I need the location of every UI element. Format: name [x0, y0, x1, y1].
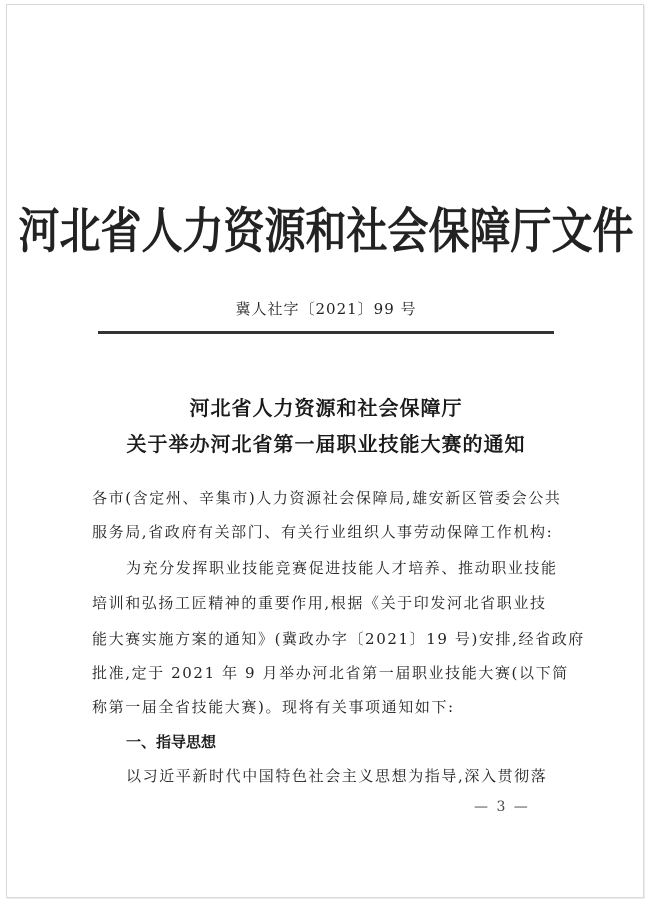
addressee-line1: 各市(含定州、辛集市)人力资源社会保障局,雄安新区管委会公共 — [92, 489, 562, 507]
notice-title-line2: 关于举办河北省第一届职业技能大赛的通知 — [126, 432, 526, 456]
page-number: — 3 — — [474, 799, 530, 815]
notice-title-line1: 河北省人力资源和社会保障厅 — [189, 396, 463, 420]
addressee-line2: 服务局,省政府有关部门、有关行业组织人事劳动保障工作机构: — [92, 523, 554, 541]
paragraph1-line5: 称第一届全省技能大赛)。现将有关事项通知如下: — [92, 698, 455, 716]
document-number: 冀人社字〔2021〕99 号 — [235, 300, 417, 318]
section1-line1: 以习近平新时代中国特色社会主义思想为指导,深入贯彻落 — [126, 767, 548, 785]
paragraph1-line3: 能大赛实施方案的通知》(冀政办字〔2021〕19 号)安排,经省政府 — [92, 630, 585, 648]
paragraph1-line2: 培训和弘扬工匠精神的重要作用,根据《关于印发河北省职业技 — [92, 594, 547, 612]
paragraph1-line1: 为充分发挥职业技能竞赛促进技能人才培养、推动职业技能 — [126, 559, 558, 577]
paragraph1-line4: 批准,定于 2021 年 9 月举办河北省第一届职业技能大赛(以下简 — [92, 664, 569, 682]
header-divider — [98, 331, 554, 334]
section1-heading: 一、指导思想 — [126, 733, 217, 751]
issuer-title: 河北省人力资源和社会保障厅文件 — [18, 202, 634, 260]
